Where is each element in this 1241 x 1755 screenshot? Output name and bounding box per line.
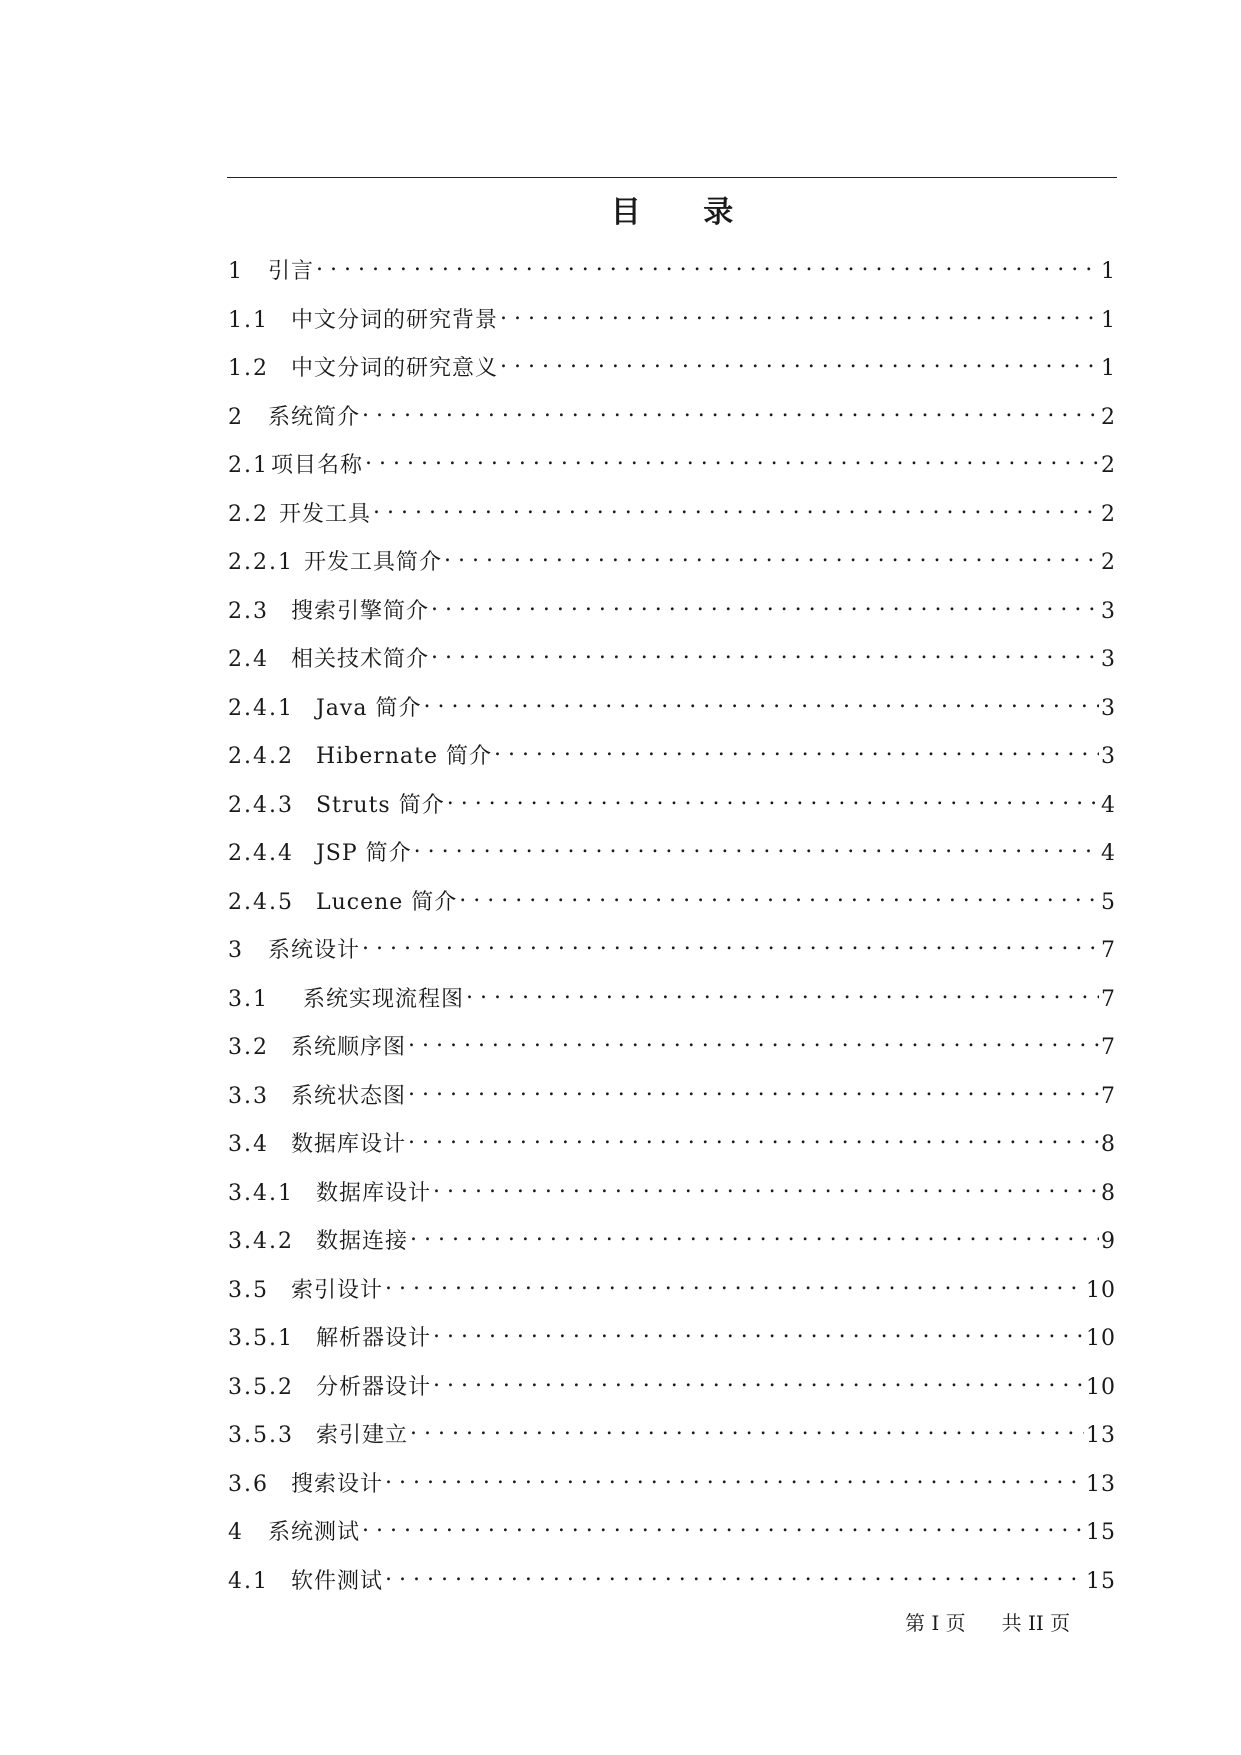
toc-entry[interactable]	[228, 687, 1116, 736]
toc-dot-leader	[410, 1220, 1099, 1248]
toc-entry[interactable]	[228, 1026, 1116, 1075]
toc-entry-page: 7	[1101, 1083, 1116, 1109]
toc-dot-leader	[500, 299, 1099, 327]
total-pages-label: 共 II 页	[1001, 1611, 1071, 1635]
toc-entry-number: 1.2	[228, 356, 269, 381]
toc-dot-leader	[362, 396, 1099, 424]
toc-entry-label: 系统顺序图	[291, 1035, 407, 1060]
toc-entry-label: JSP 简介	[315, 841, 412, 866]
toc-dot-leader	[423, 687, 1099, 715]
toc-entry-number: 3	[228, 938, 244, 963]
page-footer	[905, 1610, 1070, 1636]
toc-entry-page: 7	[1101, 1035, 1116, 1060]
toc-entry-label: 中文分词的研究背景	[291, 307, 499, 333]
toc-entry[interactable]	[228, 1511, 1116, 1560]
toc-entry-number: 2.3	[228, 598, 269, 624]
toc-entry-label: 项目名称	[271, 453, 364, 478]
toc-entry-label: 解析器设计	[315, 1326, 431, 1351]
toc-entry-number: 2.4.5	[228, 889, 294, 915]
toc-entry-number: 2.4.2	[228, 744, 294, 769]
toc-entry-number: 3.6	[228, 1471, 269, 1497]
toc-entry[interactable]	[228, 1317, 1116, 1366]
toc-entry[interactable]	[228, 1172, 1116, 1221]
toc-entry-number: 1	[228, 259, 244, 284]
toc-dot-leader	[410, 1414, 1084, 1442]
toc-entry[interactable]	[228, 299, 1116, 348]
toc-dot-leader	[447, 784, 1099, 812]
toc-entry-label: 开发工具	[279, 501, 372, 527]
toc-entry[interactable]	[228, 638, 1116, 687]
toc-entry-label: 数据库设计	[315, 1180, 431, 1206]
toc-entry-page: 2	[1101, 550, 1116, 575]
toc-entry[interactable]	[228, 1220, 1116, 1269]
toc-dot-leader	[494, 735, 1099, 763]
toc-entry-label: 索引建立	[315, 1423, 408, 1448]
toc-entry-number: 2.4	[228, 647, 269, 672]
toc-entry-number: 4	[228, 1520, 244, 1545]
toc-entry-page: 3	[1101, 598, 1116, 624]
toc-entry-number: 3.1	[228, 986, 269, 1012]
toc-entry[interactable]	[228, 1366, 1116, 1415]
toc-entry-label: 数据库设计	[291, 1132, 407, 1157]
toc-entry-number: 2.4.4	[228, 841, 294, 866]
toc-entry-label: 索引设计	[291, 1277, 384, 1303]
toc-entry[interactable]	[228, 250, 1116, 299]
toc-entry-number: 3.5.1	[228, 1326, 294, 1351]
toc-entry-number: 1.1	[228, 307, 269, 333]
toc-entry-page: 3	[1101, 695, 1116, 721]
toc-entry[interactable]	[228, 1414, 1116, 1463]
toc-dot-leader	[408, 1026, 1099, 1054]
toc-entry-number: 3.2	[228, 1035, 269, 1060]
toc-dot-leader	[385, 1269, 1084, 1297]
toc-entry-page: 4	[1101, 792, 1116, 818]
toc-entry-number: 2.2.1	[228, 550, 294, 575]
toc-entry-label: 中文分词的研究意义	[291, 356, 499, 381]
toc-entry[interactable]	[228, 444, 1116, 493]
toc-entry-label: 数据连接	[315, 1229, 408, 1254]
toc-dot-leader	[433, 1317, 1084, 1345]
toc-entry[interactable]	[228, 396, 1116, 445]
toc-entry-page: 1	[1101, 356, 1116, 381]
toc-entry-page: 3	[1101, 744, 1116, 769]
toc-entry-label: Hibernate 简介	[315, 744, 492, 769]
toc-entry-page: 10	[1086, 1374, 1116, 1400]
toc-entry-number: 4.1	[228, 1568, 269, 1594]
toc-entry-page: 8	[1101, 1132, 1116, 1157]
toc-dot-leader	[459, 881, 1099, 909]
toc-dot-leader	[385, 1463, 1084, 1491]
current-page-label: 第 I 页	[905, 1611, 966, 1635]
toc-entry-label: 相关技术简介	[291, 647, 430, 672]
toc-entry-label: 搜索设计	[291, 1471, 384, 1497]
toc-entry-page: 2	[1101, 501, 1116, 527]
toc-dot-leader	[316, 250, 1099, 278]
toc-entry[interactable]	[228, 347, 1116, 396]
toc-dot-leader	[365, 444, 1099, 472]
toc-dot-leader	[444, 541, 1099, 569]
toc-entry[interactable]	[228, 1075, 1116, 1124]
toc-entry[interactable]	[228, 541, 1116, 590]
toc-dot-leader	[433, 1172, 1099, 1200]
toc-entry-page: 15	[1086, 1520, 1116, 1545]
toc-entry-label: Struts 简介	[315, 792, 445, 818]
toc-entry-label: Java 简介	[315, 695, 422, 721]
toc-title: 目 录	[610, 195, 760, 230]
toc-entry-page: 10	[1086, 1326, 1116, 1351]
toc-entry[interactable]	[228, 784, 1116, 833]
toc-entry-number: 3.4.1	[228, 1180, 294, 1206]
toc-entry-number: 3.3	[228, 1083, 269, 1109]
toc-dot-leader	[431, 590, 1099, 618]
toc-entry-page: 13	[1086, 1423, 1116, 1448]
toc-entry-page: 10	[1086, 1277, 1116, 1303]
toc-dot-leader	[385, 1560, 1084, 1588]
toc-dot-leader	[431, 638, 1099, 666]
toc-entry-page: 5	[1101, 889, 1116, 915]
toc-entry[interactable]	[228, 978, 1116, 1027]
toc-dot-leader	[433, 1366, 1084, 1394]
toc-entry[interactable]	[228, 1269, 1116, 1318]
toc-entry-page: 1	[1101, 307, 1116, 333]
toc-entry-page: 2	[1101, 453, 1116, 478]
toc-entry-number: 3.4.2	[228, 1229, 294, 1254]
toc-dot-leader	[362, 1511, 1084, 1539]
toc-entry-page: 2	[1101, 404, 1116, 430]
toc-entry-page: 9	[1101, 1229, 1116, 1254]
toc-entry-page: 4	[1101, 841, 1116, 866]
toc-entry-label: 引言	[268, 259, 315, 284]
toc-entry-label: 系统实现流程图	[303, 986, 465, 1012]
toc-dot-leader	[373, 493, 1099, 521]
toc-entry-label: 系统状态图	[291, 1083, 407, 1109]
toc-entry-number: 2	[228, 404, 244, 430]
toc-entry[interactable]	[228, 1463, 1116, 1512]
toc-entry[interactable]	[228, 832, 1116, 881]
toc-entry-page: 7	[1101, 986, 1116, 1012]
toc-entry-label: 系统简介	[268, 404, 361, 430]
toc-dot-leader	[362, 929, 1099, 957]
toc-entry[interactable]	[228, 493, 1116, 542]
toc-entry[interactable]	[228, 735, 1116, 784]
toc-entry-number: 3.5.3	[228, 1423, 294, 1448]
toc-entry-page: 8	[1101, 1180, 1116, 1206]
toc-entry-page: 7	[1101, 938, 1116, 963]
toc-entry[interactable]	[228, 1123, 1116, 1172]
toc-entry-number: 3.5	[228, 1277, 269, 1303]
table-of-contents	[228, 250, 1116, 1608]
toc-entry[interactable]	[228, 590, 1116, 639]
toc-entry-page: 13	[1086, 1471, 1116, 1497]
toc-entry-page: 3	[1101, 647, 1116, 672]
toc-dot-leader	[414, 832, 1099, 860]
toc-entry-label: 开发工具简介	[303, 550, 442, 575]
toc-dot-leader	[408, 1075, 1099, 1103]
toc-entry-number: 2.4.3	[228, 792, 294, 818]
toc-entry-number: 2.2	[228, 501, 269, 527]
toc-entry-label: 系统设计	[268, 938, 361, 963]
toc-entry-number: 3.4	[228, 1132, 269, 1157]
toc-entry[interactable]	[228, 1560, 1116, 1609]
toc-entry-number: 2.1	[228, 453, 269, 478]
toc-entry-label: Lucene 简介	[315, 889, 458, 915]
toc-dot-leader	[466, 978, 1099, 1006]
header-rule	[227, 177, 1117, 178]
toc-entry-label: 系统测试	[268, 1520, 361, 1545]
toc-entry-number: 2.4.1	[228, 695, 294, 721]
toc-dot-leader	[408, 1123, 1099, 1151]
toc-entry[interactable]	[228, 929, 1116, 978]
toc-entry-page: 1	[1101, 259, 1116, 284]
toc-entry[interactable]	[228, 881, 1116, 930]
toc-entry-label: 软件测试	[291, 1568, 384, 1594]
toc-entry-number: 3.5.2	[228, 1374, 294, 1400]
toc-dot-leader	[500, 347, 1099, 375]
toc-entry-label: 搜索引擎简介	[291, 598, 430, 624]
toc-entry-label: 分析器设计	[315, 1374, 431, 1400]
toc-entry-page: 15	[1086, 1568, 1116, 1594]
